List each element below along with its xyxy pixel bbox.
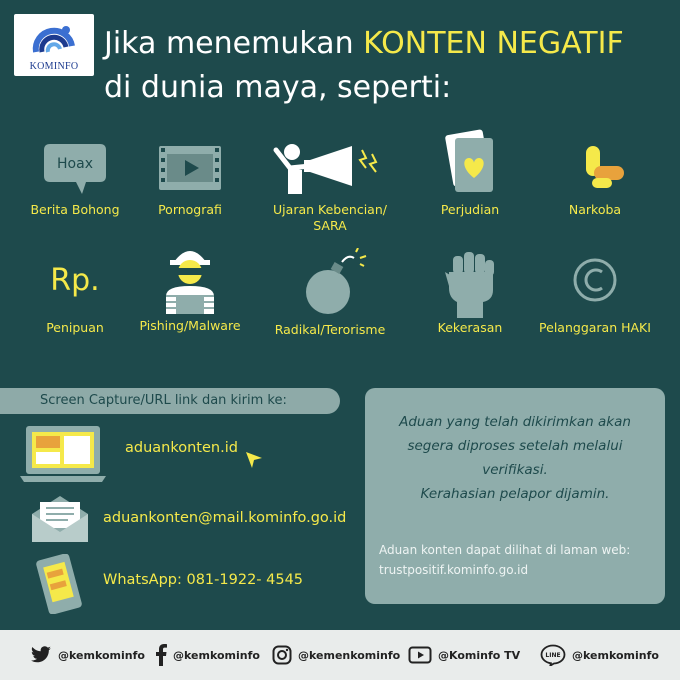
laptop-icon bbox=[20, 424, 110, 484]
playing-cards-icon bbox=[435, 128, 505, 196]
category-label: Perjudian bbox=[440, 202, 500, 217]
rupiah-icon-text: Rp. bbox=[50, 263, 100, 298]
title-prefix: Jika menemukan bbox=[104, 26, 364, 61]
line-handle: @kemkominfo bbox=[572, 648, 659, 662]
category-label: Pelanggaran HAKI bbox=[539, 320, 651, 335]
category-radikal bbox=[265, 248, 395, 338]
category-pornografi bbox=[125, 140, 255, 218]
info-sub-line: Aduan konten dapat dilihat di laman web: bbox=[379, 543, 631, 557]
social-footer bbox=[0, 630, 680, 680]
category-label: Penipuan bbox=[46, 320, 104, 335]
info-line: segera diproses setelah melalui bbox=[407, 438, 623, 454]
category-label: Pishing/Malware bbox=[139, 318, 241, 333]
report-banner: Screen Capture/URL link dan kirim ke: bbox=[0, 388, 340, 414]
category-ujaran-kebencian bbox=[265, 140, 395, 234]
title-line2: di dunia maya, seperti: bbox=[104, 70, 452, 105]
facebook-icon bbox=[155, 644, 167, 666]
category-label: Pornografi bbox=[158, 202, 222, 217]
twitter-icon bbox=[30, 646, 52, 664]
title-highlight: KONTEN NEGATIF bbox=[363, 26, 624, 61]
website-link[interactable]: aduankonten.id bbox=[125, 440, 238, 456]
social-facebook[interactable] bbox=[155, 630, 260, 680]
youtube-icon bbox=[408, 646, 432, 664]
category-haki bbox=[530, 252, 660, 336]
category-narkoba bbox=[530, 140, 660, 218]
category-phishing bbox=[125, 238, 255, 334]
info-line: verifikasi. bbox=[482, 462, 548, 478]
whatsapp-contact[interactable] bbox=[103, 572, 303, 588]
youtube-handle: @Kominfo TV bbox=[438, 648, 521, 662]
kominfo-logo bbox=[14, 14, 94, 76]
category-penipuan bbox=[10, 252, 140, 336]
hoax-icon-text: Hoax bbox=[57, 156, 93, 172]
info-main-text bbox=[375, 410, 655, 506]
social-youtube[interactable] bbox=[408, 630, 520, 680]
instagram-handle: @kemenkominfo bbox=[298, 648, 401, 662]
category-perjudian bbox=[405, 128, 535, 218]
rupiah-icon bbox=[35, 252, 115, 312]
social-line[interactable] bbox=[540, 630, 659, 680]
category-label: Narkoba bbox=[568, 202, 622, 217]
fist-icon bbox=[435, 242, 505, 318]
category-label: Berita Bohong bbox=[30, 202, 120, 217]
instagram-icon bbox=[272, 645, 292, 665]
trustpositif-link[interactable]: trustpositif.kominfo.go.id bbox=[379, 563, 529, 577]
copyright-icon bbox=[560, 252, 630, 312]
bomb-icon bbox=[290, 248, 370, 318]
category-label-2: SARA bbox=[313, 218, 347, 233]
video-player-icon bbox=[155, 140, 225, 196]
info-sub-text bbox=[379, 540, 655, 580]
category-label: Radikal/Terorisme bbox=[274, 322, 386, 337]
kominfo-emblem-icon bbox=[14, 16, 94, 62]
category-hoax bbox=[10, 140, 140, 218]
phone-icon bbox=[30, 554, 90, 614]
facebook-handle: @kemkominfo bbox=[173, 648, 260, 662]
page-title bbox=[104, 22, 664, 110]
social-twitter[interactable] bbox=[30, 630, 145, 680]
svg-text:LINE: LINE bbox=[545, 652, 561, 659]
category-kekerasan bbox=[405, 242, 535, 336]
speech-bubble-icon bbox=[40, 140, 110, 196]
hacker-icon bbox=[150, 238, 230, 318]
social-instagram[interactable] bbox=[272, 630, 400, 680]
whatsapp-number: : 081-1922- 4545 bbox=[176, 572, 304, 588]
info-line: Kerahasian pelapor dijamin. bbox=[420, 486, 610, 502]
info-line: Aduan yang telah dikirimkan akan bbox=[399, 414, 631, 430]
category-label: Ujaran Kebencian/ bbox=[273, 202, 387, 217]
category-label: Kekerasan bbox=[437, 320, 503, 335]
info-box bbox=[365, 388, 665, 604]
megaphone-icon bbox=[270, 140, 390, 196]
twitter-handle: @kemkominfo bbox=[58, 648, 145, 662]
pills-icon bbox=[560, 140, 630, 196]
logo-text: KOMINFO bbox=[29, 61, 79, 72]
whatsapp-label: WhatsApp bbox=[103, 572, 177, 588]
line-icon bbox=[540, 644, 566, 666]
cursor-icon bbox=[244, 450, 264, 470]
email-link[interactable]: aduankonten@mail.kominfo.go.id bbox=[103, 510, 347, 526]
envelope-icon bbox=[28, 492, 92, 546]
